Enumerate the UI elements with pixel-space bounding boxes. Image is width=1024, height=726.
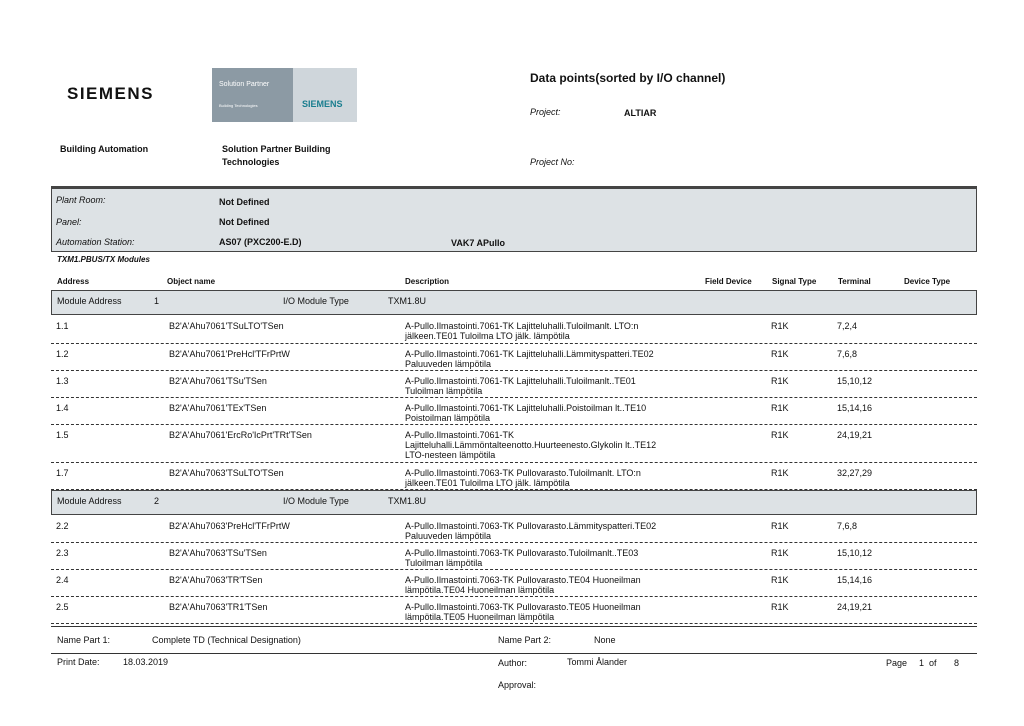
row-object-name: B2'A'Ahu7063'TR'TSen (169, 575, 263, 585)
row-description-line2: Lajitteluhalli.Lämmöntalteenotto.Huurteenesto.Glykolin lt..TE12 (405, 440, 657, 450)
module-type: TXM1.8U (388, 496, 427, 506)
row-description-line2: lämpötila.TE05 Huoneilman lämpötila (405, 612, 555, 622)
author-value: Tommi Ålander (567, 657, 628, 667)
col-object-name: Object name (167, 277, 216, 286)
col-field-device: Field Device (705, 277, 752, 286)
row-description-line2: Paluuveden lämpötila (405, 531, 492, 541)
row-description-line1: A-Pullo.Ilmastointi.7061-TK Lajitteluhalli.Lämmityspatteri.TE02 (405, 349, 654, 359)
module-header-1 (51, 290, 977, 315)
row-description-line1: A-Pullo.Ilmastointi.7061-TK (405, 430, 515, 440)
row-address: 1.5 (56, 430, 69, 440)
row-description-line3: LTO-nesteen lämpötila (405, 450, 496, 460)
module-type-label: I/O Module Type (283, 296, 349, 306)
page-number: 1 (919, 658, 925, 668)
table-row (51, 543, 977, 570)
module-address-num: 2 (154, 496, 160, 506)
table-row (51, 516, 977, 543)
row-object-name: B2'A'Ahu7061'TSuLTO'TSen (169, 321, 284, 331)
row-address: 1.2 (56, 349, 69, 359)
module-type: TXM1.8U (388, 296, 427, 306)
row-object-name: B2'A'Ahu7063'TR1'TSen (169, 602, 268, 612)
row-signal-type: R1K (771, 575, 789, 585)
plant-info-box (51, 186, 977, 252)
row-description-line1: A-Pullo.Ilmastointi.7063-TK Pullovarasto.Tuloilmanlt..TE03 (405, 548, 639, 558)
col-address: Address (57, 277, 90, 286)
row-terminal: 7,6,8 (837, 349, 858, 359)
row-terminal: 32,27,29 (837, 468, 873, 478)
name-part2-label: Name Part 2: (498, 635, 552, 645)
solution-partner-badge (212, 68, 357, 122)
row-object-name: B2'A'Ahu7063'TSu'TSen (169, 548, 267, 558)
row-description-line1: A-Pullo.Ilmastointi.7063-TK Pullovarasto.TE04 Huoneilman (405, 575, 641, 585)
table-row (51, 398, 977, 425)
row-terminal: 24,19,21 (837, 602, 873, 612)
row-signal-type: R1K (771, 349, 789, 359)
table-row (51, 597, 977, 624)
module-type-label: I/O Module Type (283, 496, 349, 506)
row-address: 2.3 (56, 548, 69, 558)
table-row (51, 371, 977, 398)
row-object-name: B2'A'Ahu7061'TEx'TSen (169, 403, 267, 413)
panel-value: Not Defined (219, 217, 270, 227)
row-terminal: 7,6,8 (837, 521, 858, 531)
solution-partner-label-2: Technologies (222, 157, 280, 167)
project-value: ALTIAR (624, 108, 657, 118)
page-of: of (929, 658, 937, 668)
row-terminal: 15,14,16 (837, 575, 873, 585)
row-object-name: B2'A'Ahu7061'ErcRo'IcPrt'TRt'TSen (169, 430, 312, 440)
row-description-line2: Poistoilman lämpötila (405, 413, 491, 423)
row-address: 2.4 (56, 575, 69, 585)
badge-line2: Building Technologies (219, 103, 258, 108)
document-title: Data points(sorted by I/O channel) (530, 71, 726, 85)
table-row (51, 570, 977, 597)
row-signal-type: R1K (771, 376, 789, 386)
row-object-name: B2'A'Ahu7063'PreHcl'TFrPrtW (169, 521, 290, 531)
row-terminal: 15,10,12 (837, 548, 873, 558)
col-signal-type: Signal Type (772, 277, 817, 286)
col-description: Description (405, 277, 450, 286)
row-address: 1.3 (56, 376, 69, 386)
row-signal-type: R1K (771, 602, 789, 612)
plant-room-label: Plant Room: (56, 195, 106, 205)
row-description-line2: jälkeen.TE01 Tuloilma LTO jälk. lämpötila (405, 331, 570, 341)
row-description-line1: A-Pullo.Ilmastointi.7063-TK Pullovarasto.TE05 Huoneilman (405, 602, 641, 612)
row-signal-type: R1K (771, 321, 789, 331)
row-object-name: B2'A'Ahu7061'TSu'TSen (169, 376, 267, 386)
name-part2-value: None (594, 635, 616, 645)
row-description-line2: Tuloilman lämpötila (405, 558, 483, 568)
row-address: 2.5 (56, 602, 69, 612)
approval-label: Approval: (498, 680, 537, 690)
station-extra: VAK7 APullo (451, 238, 506, 248)
row-signal-type: R1K (771, 548, 789, 558)
page-total: 8 (954, 658, 960, 668)
project-no-label: Project No: (530, 157, 575, 167)
row-signal-type: R1K (771, 430, 789, 440)
row-address: 1.7 (56, 468, 69, 478)
table-row (51, 316, 977, 344)
plant-room-value: Not Defined (219, 197, 270, 207)
building-automation-label: Building Automation (60, 144, 149, 154)
author-label: Author: (498, 658, 528, 668)
row-terminal: 7,2,4 (837, 321, 858, 331)
row-terminal: 24,19,21 (837, 430, 873, 440)
badge-brand: SIEMENS (302, 99, 343, 109)
row-signal-type: R1K (771, 403, 789, 413)
project-label: Project: (530, 107, 561, 117)
siemens-logo: SIEMENS (67, 84, 155, 103)
row-description-line2: lämpötila.TE04 Huoneilman lämpötila (405, 585, 555, 595)
row-description-line1: A-Pullo.Ilmastointi.7061-TK Lajitteluhalli.Tuloilmanlt..TE01 (405, 376, 636, 386)
module-address-num: 1 (154, 296, 160, 306)
row-description-line2: Tuloilman lämpötila (405, 386, 483, 396)
row-description-line1: A-Pullo.Ilmastointi.7063-TK Pullovarasto.Tuloilmanlt. LTO:n (405, 468, 641, 478)
badge-line1: Solution Partner (219, 81, 270, 88)
row-object-name: B2'A'Ahu7061'PreHcl'TFrPrtW (169, 349, 290, 359)
row-description-line2: jälkeen.TE01 Tuloilma LTO jälk. lämpötila (405, 478, 570, 488)
panel-label: Panel: (56, 217, 82, 227)
row-description-line1: A-Pullo.Ilmastointi.7061-TK Lajitteluhalli.Tuloilmanlt. LTO:n (405, 321, 639, 331)
print-date-label: Print Date: (57, 657, 100, 667)
row-description-line1: A-Pullo.Ilmastointi.7061-TK Lajitteluhalli.Poistoilman lt..TE10 (405, 403, 647, 413)
col-terminal: Terminal (838, 277, 871, 286)
solution-partner-label-1: Solution Partner Building (222, 144, 331, 154)
col-device-type: Device Type (904, 277, 951, 286)
row-object-name: B2'A'Ahu7063'TSuLTO'TSen (169, 468, 284, 478)
name-part1-label: Name Part 1: (57, 635, 111, 645)
print-date-value: 18.03.2019 (123, 657, 169, 667)
row-address: 1.1 (56, 321, 69, 331)
row-address: 1.4 (56, 403, 69, 413)
station-value: AS07 (PXC200-E.D) (219, 237, 302, 247)
row-terminal: 15,10,12 (837, 376, 873, 386)
row-terminal: 15,14,16 (837, 403, 873, 413)
table-row (51, 425, 977, 463)
row-description-line2: Paluuveden lämpötila (405, 359, 492, 369)
module-address-label: Module Address (57, 496, 122, 506)
section-title: TXM1.PBUS/TX Modules (57, 255, 150, 264)
row-address: 2.2 (56, 521, 69, 531)
name-part1-value: Complete TD (Technical Designation) (152, 635, 301, 645)
row-description-line1: A-Pullo.Ilmastointi.7063-TK Pullovarasto.Lämmityspatteri.TE02 (405, 521, 657, 531)
table-row (51, 344, 977, 371)
station-label: Automation Station: (56, 237, 135, 247)
module-address-label: Module Address (57, 296, 122, 306)
table-row (51, 463, 977, 490)
row-signal-type: R1K (771, 521, 789, 531)
module-header-2 (51, 490, 977, 515)
row-signal-type: R1K (771, 468, 789, 478)
page-label: Page (886, 658, 908, 668)
